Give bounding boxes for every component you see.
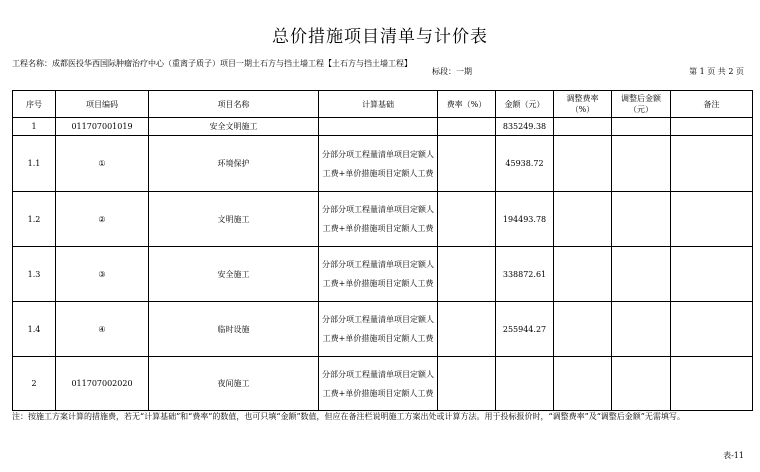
footnote: 注：按施工方案计算的措施费，若无“计算基础”和“费率”的数值，也可只填“金额”数值，但应在备注栏说明施工方案出处或计算方法。用于投标报价时，“调整费率”及“调整后金额”无需填写。: [12, 412, 685, 421]
cell-rate: [438, 247, 496, 302]
form-number: 表-11: [723, 451, 744, 460]
header-remark: 备注: [671, 91, 753, 118]
header-code: 项目编码: [56, 91, 149, 118]
cell-basis: [319, 118, 438, 136]
cell-code: ②: [56, 192, 149, 247]
cell-name: 夜间施工: [149, 357, 319, 411]
table-row: [13, 302, 753, 357]
header-name: 项目名称: [149, 91, 319, 118]
page-indicator: 第 1 页 共 2 页: [689, 67, 744, 76]
header-amount: 金额（元）: [496, 91, 554, 118]
cell-seq: 1.1: [13, 136, 56, 192]
cell-adjusted-rate: [554, 247, 612, 302]
cell-code: ③: [56, 247, 149, 302]
cell-adjusted-amount: [612, 357, 671, 411]
cell-code: ①: [56, 136, 149, 192]
cell-rate: [438, 357, 496, 411]
cell-code: ④: [56, 302, 149, 357]
measures-table: [12, 90, 753, 411]
cell-remark: [671, 136, 753, 192]
project-name: 工程名称：成都医投华西国际肿瘤治疗中心（重离子质子）项目一期土石方与挡土墙工程【土石方与挡土墙工程】: [12, 59, 412, 68]
header-rate: 费率（%）: [438, 91, 496, 118]
cell-remark: [671, 357, 753, 411]
header-adjusted-amount: 调整后金额（元）: [612, 91, 671, 118]
cell-code: 011707002020: [56, 357, 149, 411]
cell-basis: 分部分项工程量清单项目定额人工费+单价措施项目定额人工费: [319, 247, 438, 302]
cell-basis: 分部分项工程量清单项目定额人工费+单价措施项目定额人工费: [319, 357, 438, 411]
cell-amount: 255944.27: [496, 302, 554, 357]
cell-rate: [438, 192, 496, 247]
table-row: [13, 192, 753, 247]
cell-basis: 分部分项工程量清单项目定额人工费+单价措施项目定额人工费: [319, 192, 438, 247]
section-label: 标段：一期: [432, 67, 472, 76]
cell-name: 临时设施: [149, 302, 319, 357]
cell-adjusted-amount: [612, 136, 671, 192]
cell-adjusted-rate: [554, 118, 612, 136]
cell-rate: [438, 136, 496, 192]
cell-amount: 194493.78: [496, 192, 554, 247]
cell-adjusted-rate: [554, 357, 612, 411]
cell-seq: 1.3: [13, 247, 56, 302]
table-row: [13, 357, 753, 411]
cell-basis: 分部分项工程量清单项目定额人工费+单价措施项目定额人工费: [319, 136, 438, 192]
cell-amount: [496, 357, 554, 411]
table-row: [13, 136, 753, 192]
cell-basis: 分部分项工程量清单项目定额人工费+单价措施项目定额人工费: [319, 302, 438, 357]
cell-rate: [438, 302, 496, 357]
header-adjusted-rate: 调整费率（%）: [554, 91, 612, 118]
cell-adjusted-rate: [554, 192, 612, 247]
cell-remark: [671, 192, 753, 247]
cell-rate: [438, 118, 496, 136]
cell-remark: [671, 302, 753, 357]
table-header-row: [13, 91, 753, 118]
cell-adjusted-amount: [612, 118, 671, 136]
table-row: [13, 118, 753, 136]
page-title: 总价措施项目清单与计价表: [272, 27, 488, 47]
header-seq: 序号: [13, 91, 56, 118]
cell-adjusted-amount: [612, 192, 671, 247]
cell-remark: [671, 118, 753, 136]
cell-name: 文明施工: [149, 192, 319, 247]
cell-amount: 45938.72: [496, 136, 554, 192]
cell-adjusted-amount: [612, 302, 671, 357]
cell-amount: 835249.38: [496, 118, 554, 136]
cell-name: 安全施工: [149, 247, 319, 302]
cell-adjusted-amount: [612, 247, 671, 302]
cell-remark: [671, 247, 753, 302]
cell-name: 环境保护: [149, 136, 319, 192]
cell-adjusted-rate: [554, 302, 612, 357]
cell-amount: 338872.61: [496, 247, 554, 302]
cell-seq: 1: [13, 118, 56, 136]
cell-code: 011707001019: [56, 118, 149, 136]
header-basis: 计算基础: [319, 91, 438, 118]
cell-seq: 2: [13, 357, 56, 411]
cell-adjusted-rate: [554, 136, 612, 192]
table-row: [13, 247, 753, 302]
cell-seq: 1.2: [13, 192, 56, 247]
cell-seq: 1.4: [13, 302, 56, 357]
cell-name: 安全文明施工: [149, 118, 319, 136]
